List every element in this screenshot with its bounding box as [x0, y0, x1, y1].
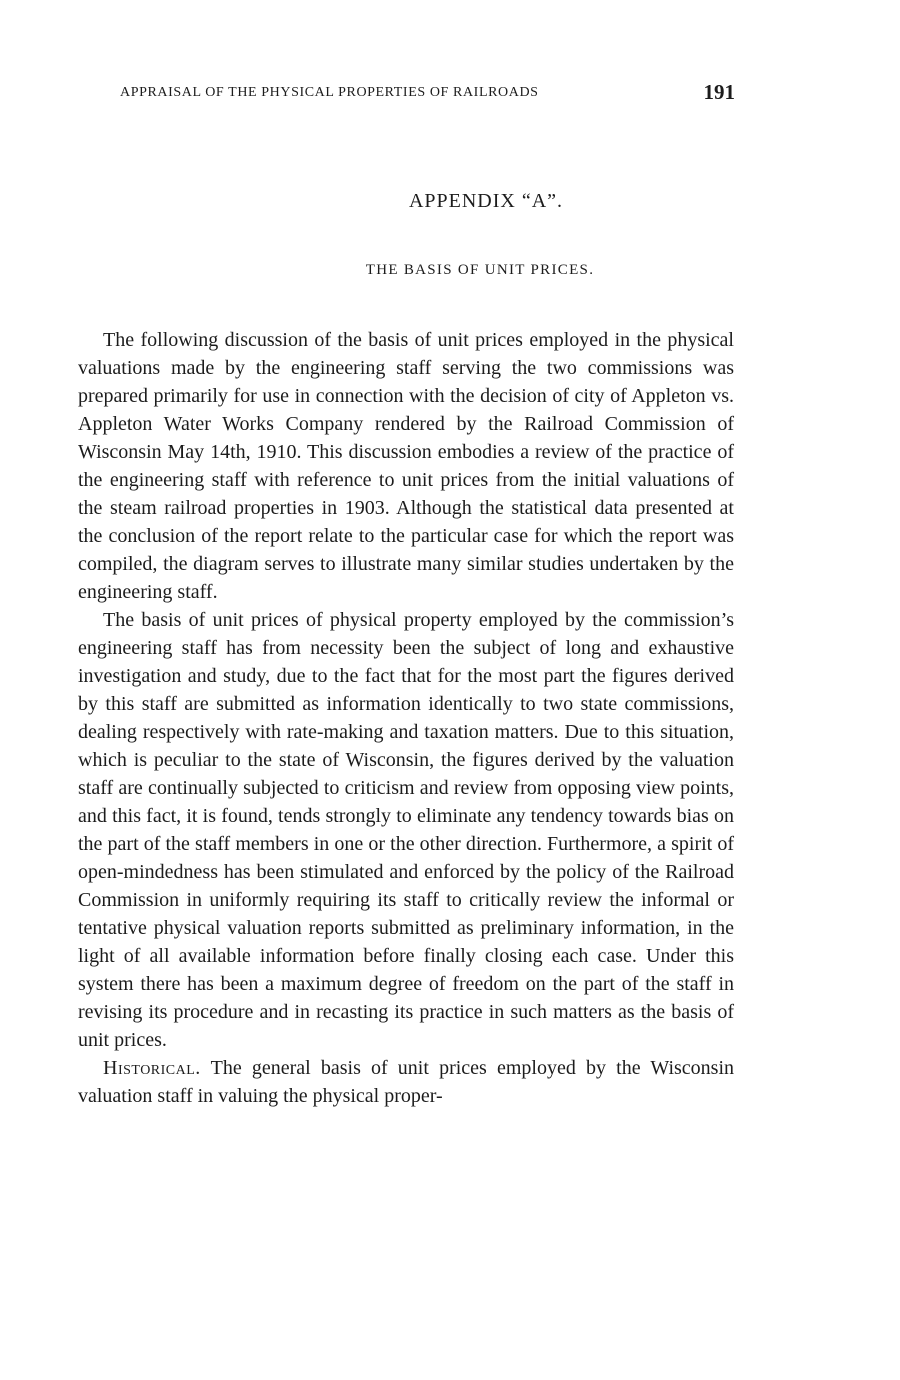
body-text: [78, 326, 734, 1110]
running-head: [120, 80, 735, 110]
historical-heading: Historical.: [103, 1057, 201, 1079]
paragraph-basis: The basis of unit prices of physical property employed by the commission’s engineering staff has from necessity been the subject of long and exhaustive investigation and study, due to the fact that for the most part the figures derived by this staff are submitted as information identically to two state commissions, dealing respectively with rate-making and taxation matters. Due to this situation, which is peculiar to the state of Wisconsin, the figures derived by the valuation staff are continually subjected to criticism and review from opposing view points, and this fact, it is found, tends strongly to eliminate any tendency towards bias on the part of the staff members in one or the other direction. Furthermore, a spirit of open-mindedness has been stimulated and enforced by the policy of the Railroad Commission in uniformly requiring its staff to critically review the informal or tentative physical valuation reports submitted as preliminary information, in the light of all available information before finally closing each case. Under this system there has been a maximum degree of freedom on the part of the staff in revising its procedure and in recasting its practice in such matters as the basis of unit prices.: [78, 609, 734, 1051]
running-head-title: APPRAISAL OF THE PHYSICAL PROPERTIES OF RAILROADS: [120, 85, 539, 100]
appendix-title: APPENDIX “A”.: [408, 190, 564, 212]
historical-text: The general basis of unit prices employed by the Wisconsin valuation staff in valuing the physical proper-: [78, 1057, 735, 1107]
section-title: THE BASIS OF UNIT PRICES.: [365, 262, 595, 278]
page-number: 191: [703, 80, 735, 104]
paragraph-historical: [78, 1054, 734, 1110]
paragraph-intro: The following discussion of the basis of unit prices employed in the physical valuations made by the engineering staff serving the two commissions was prepared primarily for use in connection with the decision of city of Appleton vs. Appleton Water Works Company rendered by the Railroad Commission of Wisconsin May 14th, 1910. This discussion embodies a review of the practice of the engineering staff with reference to unit prices from the initial valuations of the steam railroad properties in 1903. Although the statistical data presented at the conclusion of the report relate to the particular case for which the report was compiled, the diagram serves to illustrate many similar studies undertaken by the engineering staff.: [78, 329, 734, 603]
